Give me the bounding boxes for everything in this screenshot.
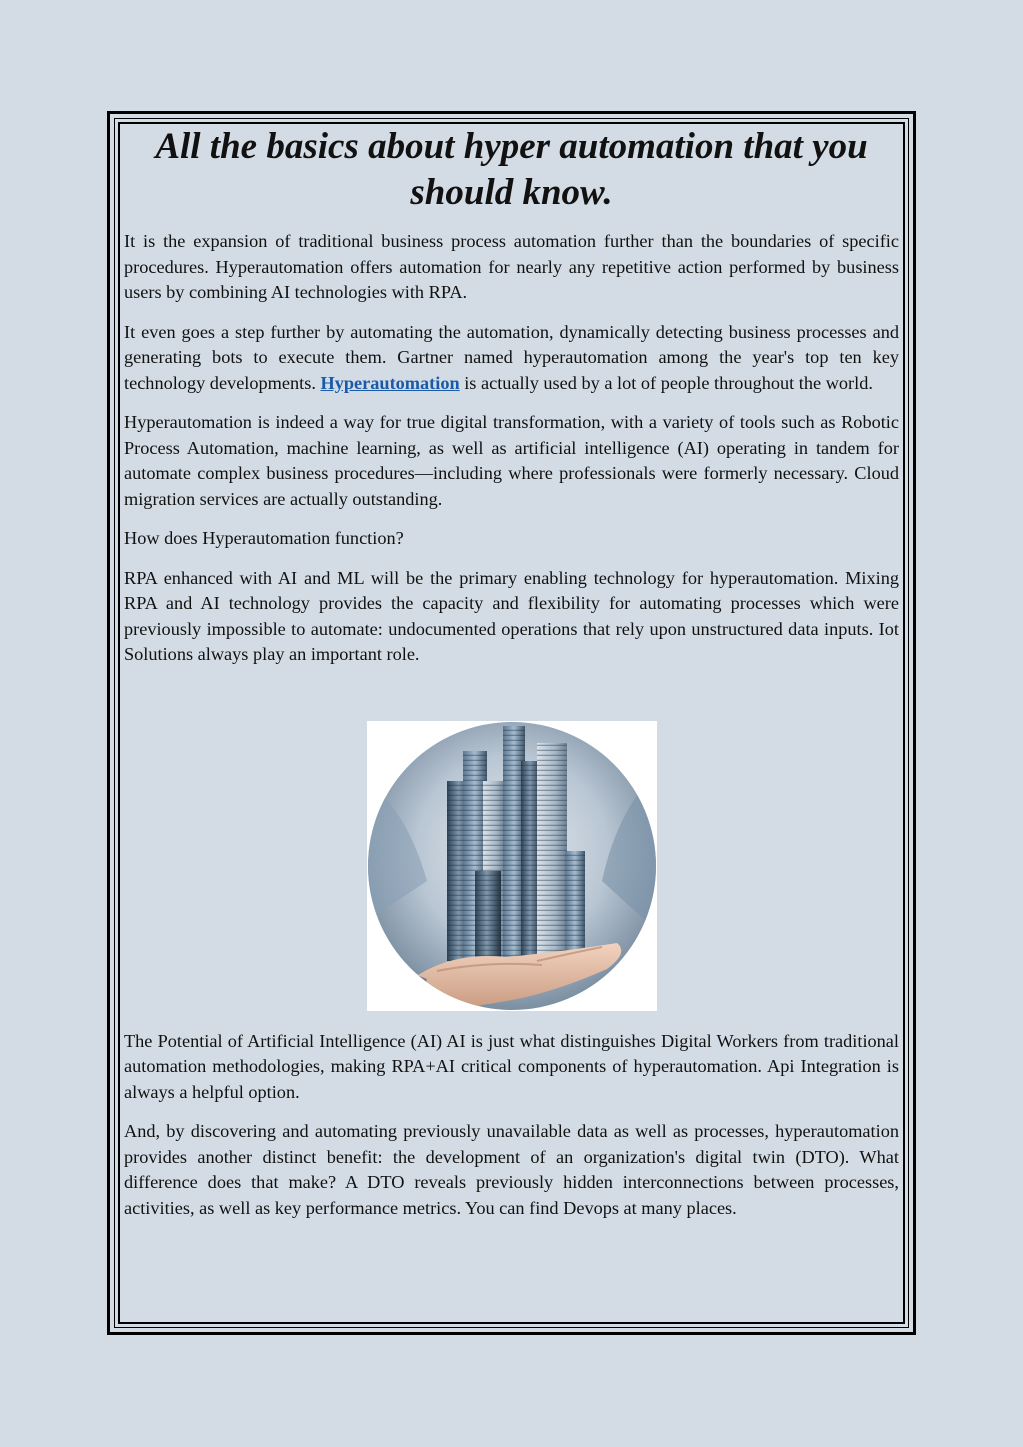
hyperautomation-link[interactable]: Hyperautomation	[320, 372, 460, 393]
paragraph-digital-transformation: Hyperautomation is indeed a way for true digital transformation, with a variety of tools such as Robotic Process Automation, machine learning, as well as artificial intelligence (AI) operating in tandem for automate complex business procedures—including where professionals were formerly necessary. Cloud migration services are actually outstanding.	[124, 412, 899, 509]
paragraph-expansion: It is the expansion of traditional business process automation further than the boundaries of specific procedures. Hyperautomation offers automation for nearly any repetitive action performed by business users by combining AI technologies with RPA.	[124, 231, 899, 302]
section-question: How does Hyperautomation function?	[124, 528, 404, 548]
article-body	[124, 124, 899, 1221]
paragraph-digital-twin: And, by discovering and automating previously unavailable data as well as processes, hyperautomation provides another distinct benefit: the development of an organization's digital twin (DTO). What difference does that make? A DTO reveals previously hidden interconnections between processes, activities, as well as key performance metrics. You can find Devops at many places.	[124, 1121, 899, 1218]
paragraph-rpa-ai: RPA enhanced with AI and ML will be the primary enabling technology for hyperautomation. Mixing RPA and AI technology provides the capacity and flexibility for automating processes which were previously impossible to automate: undocumented operations that rely upon unstructured data inputs. Iot Solutions always play an important role.	[124, 567, 899, 664]
paragraph-text: is actually used by a lot of people throughout the world.	[464, 372, 873, 393]
skyscrapers-in-hand-image	[367, 721, 657, 1011]
paragraph-text: It even goes a step further by automating the automation, dynamically detecting business processes and generating bots to execute them. Gartner named hyperautomation among the year's top ten key technology developments.	[124, 321, 899, 393]
paragraph-automating-automation	[124, 320, 899, 397]
article-title: All the basics about hyper automation that you should know.	[155, 126, 868, 213]
paragraph-ai-potential: The Potential of Artificial Intelligence (AI) AI is just what distinguishes Digital Workers from traditional automation methodologies, making RPA+AI critical components of hyperautomation. Api Integration is always a helpful option.	[124, 1030, 899, 1102]
